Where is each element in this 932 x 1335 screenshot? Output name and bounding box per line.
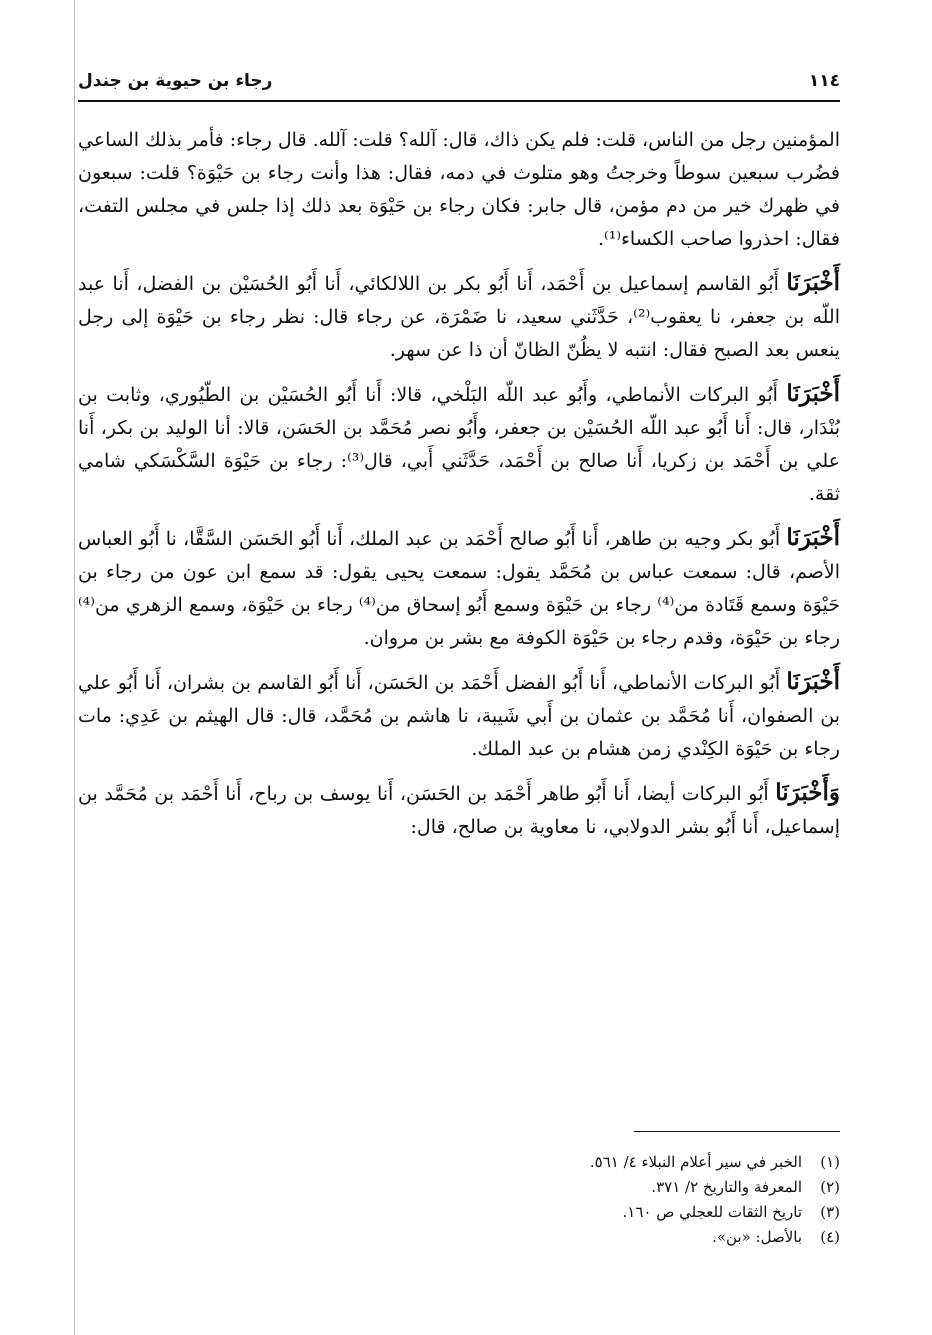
paragraph-text: أَبُو البركات الأنماطي، وأَبُو عبد اللّه البَلْخي، قالا: أَنا أَبُو الحُسَيْن بن الطّيُوري، وثابت بن بُنْدَار، قال: أَنا أَبُو عبد اللّه الحُسَيْن بن جعفر، وأَبُو نصر مُحَمَّد بن الحَسَن، قالا: أنا الوليد بن بكر، أَنا علي بن أَحْمَد بن زكريا، أَنا صالح بن أَحْمَد، حَدَّثَني أَبي، قال⁽³⁾: رجاء بن حَيْوَة السَّكْسَكي شامي ثقة. <box>78 384 840 505</box>
footnote-number: (٤) <box>820 1228 840 1246</box>
paragraph-lead-word: أَخْبَرَنَا <box>786 269 840 296</box>
footnote-number: (١) <box>820 1153 840 1171</box>
book-page <box>78 0 840 1335</box>
footnote-text: المعرفة والتاريخ ٢/ ٣٧١. <box>651 1178 802 1196</box>
footnote <box>78 1150 840 1175</box>
header-rule <box>78 100 840 102</box>
scan-edge-line <box>74 0 75 1335</box>
paragraph <box>78 521 840 655</box>
paragraph-lead-word: أَخْبَرَنَا <box>786 524 840 551</box>
footnote <box>78 1200 840 1225</box>
paragraph-text: المؤمنين رجل من الناس، قلت: فلم يكن ذاك، قال: آلله؟ قلت: آلله. قال رجاء: فأمر بذلك الساعي فضُرب سبعين سوطاً وخرجتُ وهو متلوث في دمه، فقال: هذا وأنت رجاء بن حَيْوَة؟ قلت: سبعون في ظهرك خير من دم مؤمن، قال جابر: فكان رجاء بن حَيْوَة بعد ذلك إذا جلس في مجلس التفت، فقال: احذروا صاحب الكساء⁽¹⁾. <box>78 129 840 250</box>
paragraph-lead-word: وَأَخْبَرَنَا <box>775 779 840 806</box>
paragraph-text: أَبُو البركات أيضا، أَنا أَبُو طاهر أَحْمَد بن الحَسَن، أَنا يوسف بن رباح، أَنا أَحْمَد بن مُحَمَّد بن إسماعيل، أَنا أَبُو بشر الدولابي، نا معاوية بن صالح، قال: <box>78 783 840 838</box>
footnote <box>78 1175 840 1200</box>
page-number: ١١٤ <box>808 71 840 91</box>
paragraph <box>78 124 840 256</box>
running-title: رجاء بن حيوية بن جندل <box>78 71 273 91</box>
running-header <box>78 66 840 96</box>
main-text <box>78 124 840 854</box>
paragraph <box>78 377 840 511</box>
footnote-text: تاريخ الثقات للعجلي ص ١٦٠. <box>622 1203 802 1221</box>
footnote-rule <box>634 1131 840 1132</box>
paragraph-lead-word: أَخْبَرَنَا <box>786 668 840 695</box>
footnote-number: (٢) <box>820 1178 840 1196</box>
footnotes <box>78 1150 840 1250</box>
paragraph-text: أَبُو البركات الأنماطي، أَنا أَبُو الفضل أَحْمَد بن الحَسَن، أَنا أَبُو القاسم بن بشران، أَنا أَبُو علي بن الصفوان، أَنا مُحَمَّد بن عثمان بن أَبي شَيبة، نا هاشم بن مُحَمَّد، قال: قال الهيثم بن عَدِي: مات رجاء بن حَيْوَة الكِنْدي زمن هشام بن عبد الملك. <box>78 672 840 760</box>
footnote <box>78 1225 840 1250</box>
paragraph <box>78 776 840 844</box>
footnote-text: بالأصل: «بن». <box>712 1228 802 1246</box>
paragraph-text: أَبُو بكر وجيه بن طاهر، أَنا أَبُو صالح أَحْمَد بن عبد الملك، أَنا أَبُو الحَسَن السَّقَّا، نا أَبُو العباس الأصم، قال: سمعت عباس بن مُحَمَّد يقول: سمعت يحيى يقول: قد سمع ابن عون من رجاء بن حَيْوَة وسمع قَتَادة من⁽⁴⁾ رجاء بن حَيْوَة وسمع أَبُو إسحاق من⁽⁴⁾ رجاء بن حَيْوَة، وسمع الزهري من⁽⁴⁾ رجاء بن حَيْوَة، وقدم رجاء بن حَيْوَة الكوفة مع بشر بن مروان. <box>78 528 841 649</box>
footnote-text: الخبر في سير أعلام النبلاء ٤/ ٥٦١. <box>589 1153 802 1171</box>
paragraph <box>78 665 840 766</box>
paragraph-lead-word: أَخْبَرَنَا <box>786 380 840 407</box>
footnote-number: (٣) <box>820 1203 840 1221</box>
paragraph <box>78 266 840 367</box>
paragraph-text: أَبُو القاسم إسماعيل بن أَحْمَد، أَنا أَبُو بكر بن اللالكائي، أَنا أَبُو الحُسَيْن بن الفضل، أَنا عبد اللّه بن جعفر، نا يعقوب⁽²⁾، حَدَّثَني سعيد، نا ضَمْرَة، عن رجاء قال: نظر رجاء بن حَيْوَة إلى رجل ينعس بعد الصبح فقال: انتبه لا يظُنّ الظانّ أن ذا عن سهر. <box>78 273 840 361</box>
